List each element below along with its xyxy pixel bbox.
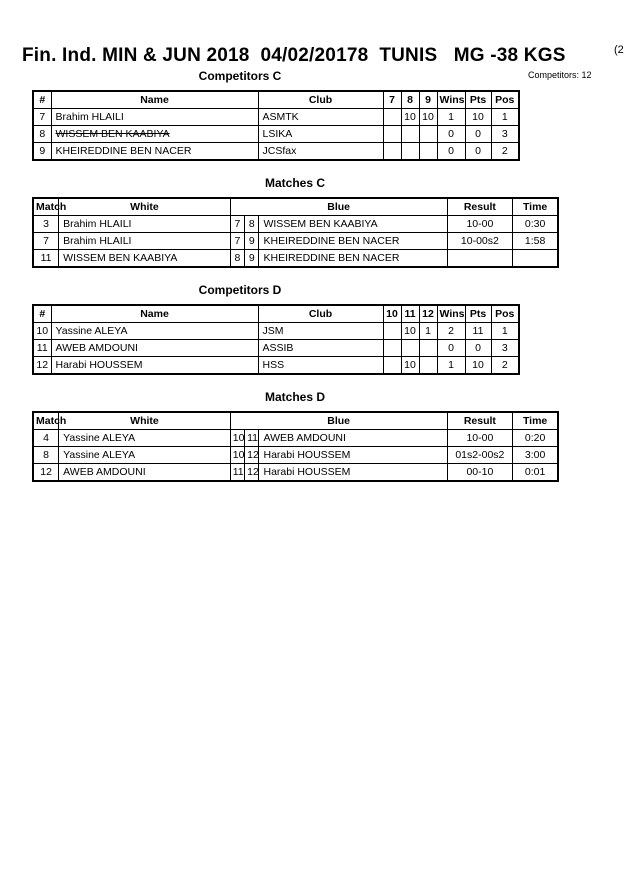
match-time — [513, 250, 558, 268]
match-time: 0:01 — [513, 464, 558, 482]
wins-cell: 0 — [437, 340, 465, 357]
points-cell: 11 — [465, 323, 491, 340]
position-cell: 1 — [491, 323, 519, 340]
col-header: Match — [33, 412, 59, 430]
position-cell: 3 — [491, 126, 519, 143]
score-cell — [383, 357, 401, 375]
col-header: Pts — [465, 305, 491, 323]
competitors-d-table — [32, 304, 520, 375]
table-row — [33, 357, 519, 375]
col-header: Name — [51, 305, 258, 323]
score-cell — [419, 143, 437, 161]
position-cell: 2 — [491, 357, 519, 375]
white-number: 7 — [230, 233, 244, 250]
col-header: # — [33, 305, 51, 323]
col-header: Time — [513, 412, 558, 430]
matches-d-table — [32, 411, 559, 482]
wins-cell: 0 — [437, 126, 465, 143]
match-time: 0:30 — [513, 216, 558, 233]
blue-competitor: Harabi HOUSSEM — [259, 447, 447, 464]
col-header: Blue — [230, 198, 447, 216]
table-row — [33, 126, 519, 143]
page-title: Fin. Ind. MIN & JUN 2018 04/02/20178 TUNIS MG -38 KGS — [22, 45, 566, 66]
competitor-name: WISSEM BEN KAABIYA — [51, 126, 258, 143]
score-cell — [401, 143, 419, 161]
table-row — [33, 430, 558, 447]
wins-cell: 2 — [437, 323, 465, 340]
matches-c-table — [32, 197, 559, 268]
table-row — [33, 464, 558, 482]
competitor-club: ASSIB — [258, 340, 383, 357]
white-number: 10 — [230, 447, 244, 464]
competitor-name: Yassine ALEYA — [51, 323, 258, 340]
col-header: 7 — [383, 91, 401, 109]
col-header: 9 — [419, 91, 437, 109]
table-row — [33, 109, 519, 126]
blue-number: 9 — [245, 250, 259, 268]
competitor-club: HSS — [258, 357, 383, 375]
points-cell: 0 — [465, 143, 491, 161]
table-row — [33, 233, 558, 250]
match-time: 1:58 — [513, 233, 558, 250]
position-cell: 1 — [491, 109, 519, 126]
blue-competitor: WISSEM BEN KAABIYA — [259, 216, 447, 233]
competitor-club: LSIKA — [258, 126, 383, 143]
blue-competitor: KHEIREDDINE BEN NACER — [259, 233, 447, 250]
col-header: 12 — [419, 305, 437, 323]
title-suffix: (2 — [614, 44, 624, 56]
competitor-number: 12 — [33, 357, 51, 375]
col-header: White — [59, 412, 231, 430]
white-competitor: Brahim HLAILI — [59, 233, 231, 250]
col-header: Club — [258, 91, 383, 109]
col-header: 8 — [401, 91, 419, 109]
blue-competitor: Harabi HOUSSEM — [259, 464, 447, 482]
match-number: 4 — [33, 430, 59, 447]
table-header-row — [33, 412, 558, 430]
col-header: Pts — [465, 91, 491, 109]
white-number: 11 — [230, 464, 244, 482]
match-result: 10-00 — [447, 216, 513, 233]
competitors-d-title: Competitors D — [198, 283, 282, 297]
score-cell: 10 — [401, 109, 419, 126]
score-cell — [383, 126, 401, 143]
white-competitor: Yassine ALEYA — [59, 430, 231, 447]
blue-number: 12 — [245, 447, 259, 464]
table-header-row — [33, 91, 519, 109]
competitors-c-table — [32, 90, 520, 161]
match-result: 01s2-00s2 — [447, 447, 513, 464]
col-header: Wins — [437, 91, 465, 109]
table-row — [33, 143, 519, 161]
col-header: Result — [447, 198, 513, 216]
white-number: 10 — [230, 430, 244, 447]
col-header: Pos — [491, 91, 519, 109]
competitor-number: 7 — [33, 109, 51, 126]
score-cell — [383, 323, 401, 340]
score-cell — [401, 126, 419, 143]
competitor-number: 10 — [33, 323, 51, 340]
score-cell — [383, 340, 401, 357]
position-cell: 3 — [491, 340, 519, 357]
points-cell: 0 — [465, 340, 491, 357]
match-number: 3 — [33, 216, 59, 233]
match-result — [447, 250, 513, 268]
white-competitor: AWEB AMDOUNI — [59, 464, 231, 482]
competitor-club: JSM — [258, 323, 383, 340]
blue-number: 12 — [245, 464, 259, 482]
score-cell — [419, 126, 437, 143]
competitor-club: ASMTK — [258, 109, 383, 126]
matches-c-title: Matches C — [264, 176, 326, 190]
white-competitor: Brahim HLAILI — [59, 216, 231, 233]
blue-competitor: KHEIREDDINE BEN NACER — [259, 250, 447, 268]
match-time: 0:20 — [513, 430, 558, 447]
score-cell — [383, 143, 401, 161]
competitor-name: Brahim HLAILI — [51, 109, 258, 126]
wins-cell: 0 — [437, 143, 465, 161]
competitor-number: 9 — [33, 143, 51, 161]
competitors-c-title: Competitors C — [198, 69, 282, 83]
table-row — [33, 447, 558, 464]
white-number: 7 — [230, 216, 244, 233]
wins-cell: 1 — [437, 357, 465, 375]
table-row — [33, 216, 558, 233]
score-cell: 10 — [419, 109, 437, 126]
points-cell: 10 — [465, 109, 491, 126]
match-time: 3:00 — [513, 447, 558, 464]
col-header: White — [59, 198, 231, 216]
col-header: Wins — [437, 305, 465, 323]
blue-competitor: AWEB AMDOUNI — [259, 430, 447, 447]
competitor-name: Harabi HOUSSEM — [51, 357, 258, 375]
competitor-number: 11 — [33, 340, 51, 357]
white-competitor: Yassine ALEYA — [59, 447, 231, 464]
score-cell — [419, 357, 437, 375]
score-cell — [401, 340, 419, 357]
points-cell: 10 — [465, 357, 491, 375]
position-cell: 2 — [491, 143, 519, 161]
col-header: # — [33, 91, 51, 109]
match-result: 00-10 — [447, 464, 513, 482]
match-result: 10-00 — [447, 430, 513, 447]
competitor-number: 8 — [33, 126, 51, 143]
white-number: 8 — [230, 250, 244, 268]
competitor-name: AWEB AMDOUNI — [51, 340, 258, 357]
competitor-club: JCSfax — [258, 143, 383, 161]
table-row — [33, 323, 519, 340]
blue-number: 11 — [245, 430, 259, 447]
col-header: 11 — [401, 305, 419, 323]
white-competitor: WISSEM BEN KAABIYA — [59, 250, 231, 268]
competitors-count: Competitors: 12 — [528, 70, 592, 80]
score-cell: 10 — [401, 323, 419, 340]
col-header: Name — [51, 91, 258, 109]
score-cell: 10 — [401, 357, 419, 375]
score-cell — [383, 109, 401, 126]
table-row — [33, 340, 519, 357]
match-number: 7 — [33, 233, 59, 250]
points-cell: 0 — [465, 126, 491, 143]
score-cell — [419, 340, 437, 357]
score-cell: 1 — [419, 323, 437, 340]
col-header: 10 — [383, 305, 401, 323]
table-header-row — [33, 305, 519, 323]
table-row — [33, 250, 558, 268]
match-number: 12 — [33, 464, 59, 482]
col-header: Result — [447, 412, 513, 430]
competitor-name: KHEIREDDINE BEN NACER — [51, 143, 258, 161]
blue-number: 8 — [245, 216, 259, 233]
blue-number: 9 — [245, 233, 259, 250]
match-number: 11 — [33, 250, 59, 268]
col-header: Time — [513, 198, 558, 216]
matches-d-title: Matches D — [264, 390, 326, 404]
match-result: 10-00s2 — [447, 233, 513, 250]
wins-cell: 1 — [437, 109, 465, 126]
col-header: Pos — [491, 305, 519, 323]
match-number: 8 — [33, 447, 59, 464]
col-header: Club — [258, 305, 383, 323]
col-header: Blue — [230, 412, 447, 430]
col-header: Match — [33, 198, 59, 216]
table-header-row — [33, 198, 558, 216]
